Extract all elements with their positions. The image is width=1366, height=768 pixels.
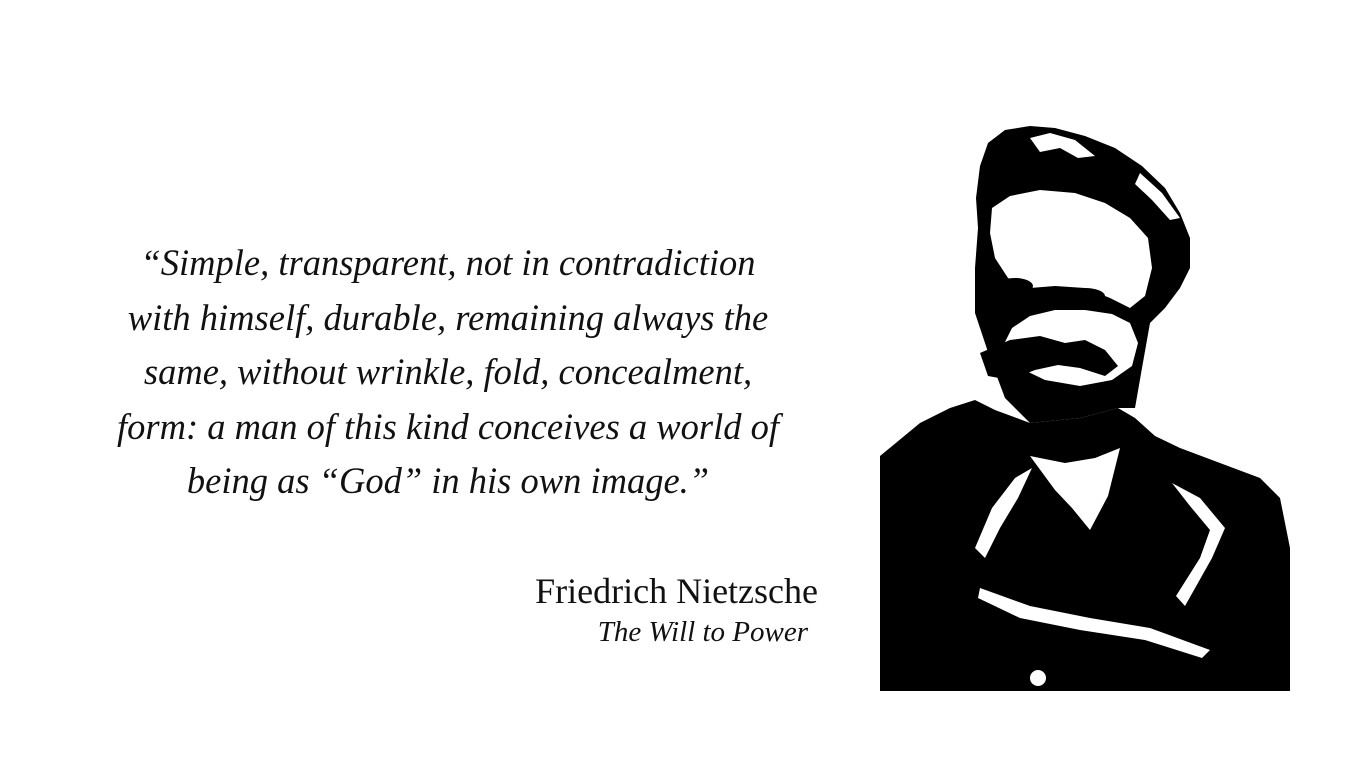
portrait-graphic: [880, 118, 1290, 691]
quote-line: “Simple, transparent, not in contradiction: [140, 242, 756, 283]
quote-author: Friedrich Nietzsche: [535, 571, 818, 611]
portrait-button: [1030, 670, 1046, 686]
portrait-eye-right: [1065, 288, 1105, 304]
quote-text: [68, 236, 828, 509]
quote-line: same, without wrinkle, fold, concealment,: [143, 351, 753, 393]
quote-line: form: a man of this kind conceives a world of: [117, 405, 779, 447]
author-portrait: [880, 118, 1290, 691]
portrait-eye-left: [997, 278, 1033, 294]
portrait-coat: [880, 400, 1290, 691]
quote-source: The Will to Power: [597, 616, 808, 648]
quote-line: being as “God” in his own image.”: [186, 460, 710, 502]
quote-line: with himself, durable, remaining always the: [127, 296, 769, 338]
